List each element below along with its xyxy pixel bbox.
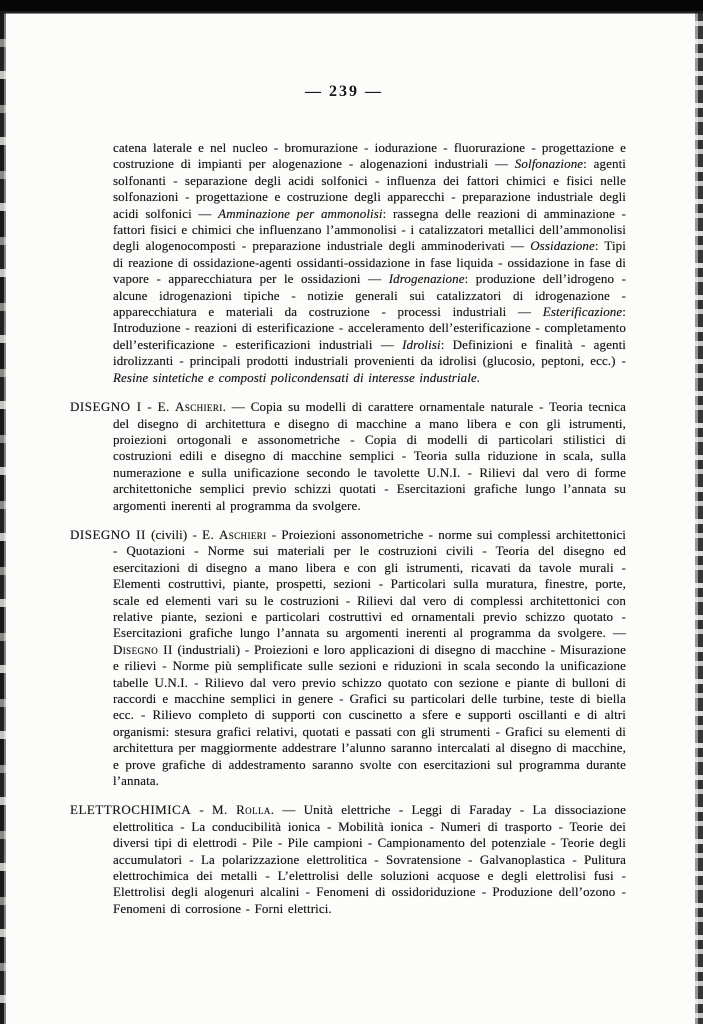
text-segment: Idrogenazione (388, 271, 465, 287)
text-block (70, 140, 626, 917)
paragraph (70, 802, 626, 917)
text-segment: Ossidazione (530, 238, 595, 254)
text-segment: Solfonazione (514, 156, 584, 172)
text-segment: : rassegna delle reazioni di amminazione - fattori fisici e chimici che influenzano l’ammonolisi - i catalizzatori metallici dell’ammonolisi degli alogenocomposti - preparazione industriale degli amminoderivati — (113, 205, 626, 254)
text-segment: - (141, 399, 158, 415)
text-segment: DISEGNO I (70, 399, 142, 415)
paragraph (70, 527, 626, 790)
text-segment: ELETTROCHIMICA (70, 802, 192, 818)
text-segment: : Tipi di reazione di ossidazione-agenti ossidanti-ossidazione in fase liquida - ossidazione in fase di vapore - apparecchiatura per le ossidazioni — (113, 238, 626, 287)
text-segment: Resine sintetiche e composti policondensati di interesse industriale. (113, 369, 481, 385)
text-segment: (industriali) - Proiezioni e loro applicazioni di disegno di macchine - Misurazione e rilievi - Norme più semplificate sulle sezioni e riduzioni in scala secondo la unificazione tabelle U.N.I. - Rilievo dal vero previo schizzo quotato con sezione e piante di bulloni di raccordi e macchine semplici in genere - Grafici su particolari delle turbine, teste di biella ecc. - Rilievo completo di supporti con cuscinetto a sfere e supporti oscillanti e di altri organismi: stesura grafici relativi, quotati e passati con gli strumenti - Grafici su elementi di architettura per maggiormente addestrare l’alunno saranno intercalati al disegno di macchine, e prove grafiche di addestramento saranno svolte con esercitazioni sul programma durante l’annata. (113, 641, 626, 789)
text-segment: DISEGNO II (70, 526, 146, 542)
text-segment: : produzione dell’idrogeno - alcune idrogenazioni tipiche - notizie generali sui catalizzatori di idrogenazione - apparecchiatura e materiali da costruzione - processi industriali — (113, 271, 626, 320)
text-segment: : Definizioni e finalità - agenti idrolizzanti - principali prodotti industriali provenienti da idrolisi (glucosio, peptoni, ecc.) - (113, 336, 626, 369)
text-segment: Amminazione per ammonolisi (218, 205, 383, 221)
text-segment: E. Aschieri (202, 526, 267, 542)
scan-noise-speckles (0, 0, 2, 2)
text-segment: : Introduzione - reazioni di esterificazione - acceleramento dell’esterificazione - completamento dell’esterificazione - esterificazioni industriali — (113, 304, 626, 352)
scan-edge-left (0, 13, 8, 1024)
text-segment: : agenti solfonanti - separazione degli acidi solfonici - influenza dei fattori chimici e fisici nelle solfonazioni - progettazione e costruzione degli apparecchi - preparazione industriale degli acidi solfonici — (113, 156, 626, 221)
text-segment: E. Aschieri (157, 399, 223, 415)
scan-edge-right (694, 12, 703, 1024)
page-number: — 239 — (305, 83, 383, 100)
text-segment: - Proiezioni assonometriche - norme sui complessi architettonici - Quotazioni - Norme sui materiali per le costruzioni civili - Teoria del disegno ed esercitazioni di disegno a mano libera e con gli istrumenti, ricavati da tavole murali - Elementi costruttivi, piante, prospetti, sezioni - Particolari sulla muratura, finestre, porte, scale ed elementi vari su le costruzioni - Rilievi dal vero di complessi architettonici con relative piante, sezioni e particolari costruttivi ed ornamentali previo schizzo quotato - Esercitazioni grafiche lungo l’annata su argomenti inerenti al programma da svolgere. — (113, 526, 626, 641)
text-segment: M. Rolla (211, 802, 271, 818)
text-segment: . — Unità elettriche - Leggi di Faraday - La dissociazione elettrolitica - La conducibilità ionica - Mobilità ionica - Numeri di trasporto - Teorie dei diversi tipi di elettrodi - Pile - Pile campioni - Campionamento del potenziale - Teorie degli accumulatori - La polarizzazione elettrolitica - Sovratensione - Galvanoplastica - Pulitura elettrochimica dei metalli - L’elettrolisi delle soluzioni acquose e degli elettrolisi fusi - Elettrolisi degli alogenuri alcalini - Fenomeni di ossidoriduzione - Produzione dell’ozono - Fenomeni di corrosione - Forni elettrici. (113, 802, 626, 916)
paragraph (70, 399, 626, 514)
text-segment: Esterificazione (542, 304, 623, 320)
scan-edge-top (0, 0, 703, 15)
text-segment: Disegno II (113, 641, 173, 657)
text-segment: Idrolisi (402, 336, 441, 352)
text-segment: catena laterale e nel nucleo - bromurazione - iodurazione - fluorurazione - progettazione e costruzione di impianti per alogenazione - alogenazioni industriali — (113, 140, 626, 172)
text-segment: - (191, 802, 212, 818)
text-segment: . — Copia su modelli di carattere ornamentale naturale - Teoria tecnica del disegno di architettura e disegno di macchine a mano libera e con gli istrumenti, proiezioni ortogonali e assonometriche - Copia di modelli di particolari stilistici di costruzioni edili e disegno di macchine semplici - Teoria sulla riduzione in scala, sulla numerazione e sulla unificazione secondo le tavolette U.N.I. - Rilievi dal vero di forme architettoniche semplici previo schizzi quotati - Esercitazioni grafiche lungo l’annata su argomenti inerenti al programma da svolgere. (113, 399, 626, 513)
text-segment: (civili) - (145, 526, 203, 542)
paragraph (113, 140, 626, 386)
